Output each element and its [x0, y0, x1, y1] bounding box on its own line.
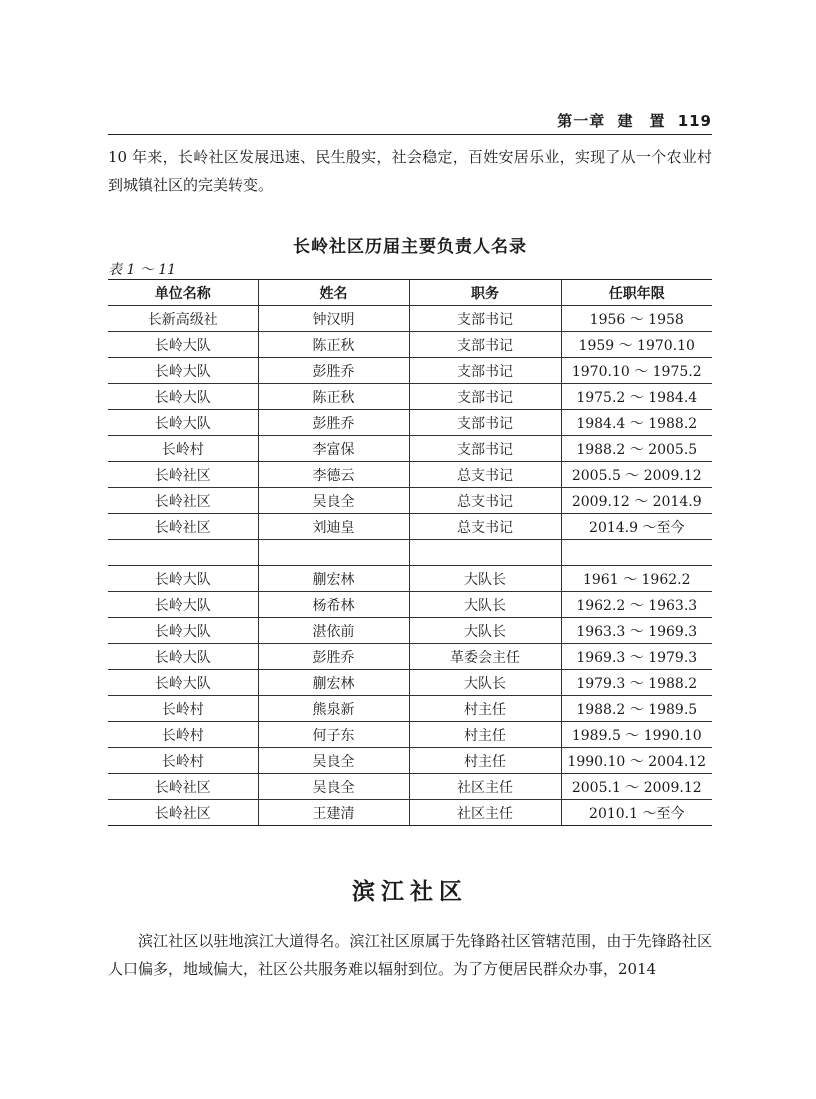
cell-unit: 长岭大队 [154, 389, 211, 406]
cell-name: 熊泉新 [258, 696, 409, 722]
cell-term: 1969.3 ～ 1979.3 [561, 644, 712, 670]
cell-term: 2014.9 ～至今 [561, 514, 712, 540]
table-row [108, 566, 712, 592]
cell-term: 1989.5 ～ 1990.10 [561, 722, 712, 748]
table-row [108, 618, 712, 644]
cell-position: 总支书记 [409, 488, 561, 514]
table-row [108, 748, 712, 774]
table-row [108, 410, 712, 436]
cell-unit: 长岭村 [161, 753, 204, 770]
cell-unit: 长岭村 [161, 441, 204, 458]
cell-term [561, 540, 712, 566]
table-row [108, 644, 712, 670]
cell-position: 村主任 [409, 748, 561, 774]
cell-name: 何子东 [258, 722, 409, 748]
cell-term: 2009.12 ～ 2014.9 [561, 488, 712, 514]
cell-unit: 长岭社区 [154, 519, 211, 536]
cell-term: 1975.2 ～ 1984.4 [561, 384, 712, 410]
table-body [108, 306, 712, 826]
cell-position: 大队长 [409, 566, 561, 592]
section-title: 滨江社区 [352, 879, 468, 905]
table-title: 长岭社区历届主要负责人名录 [293, 237, 527, 257]
header-section: 建 置 [617, 112, 666, 130]
cell-unit [108, 540, 258, 566]
cell-unit: 长岭大队 [154, 337, 211, 354]
intro-paragraph: 10 年来，长岭社区发展迅速、民生殷实，社会稳定，百姓安居乐业，实现了从一个农业村到城镇社区的完美转变。 [108, 148, 712, 194]
cell-position: 村主任 [409, 696, 561, 722]
cell-unit: 长岭大队 [154, 571, 211, 588]
table-row [108, 488, 712, 514]
cell-unit: 长岭社区 [154, 805, 211, 822]
cell-name: 蒯宏林 [258, 566, 409, 592]
table-row [108, 696, 712, 722]
cell-position: 支部书记 [409, 332, 561, 358]
table-number: 表 1 ～ 11 [108, 262, 177, 278]
header-unit: 单位名称 [154, 285, 211, 302]
leaders-table [108, 279, 712, 826]
header-name: 姓名 [258, 280, 409, 306]
cell-unit: 长岭大队 [154, 363, 211, 380]
cell-position: 大队长 [409, 670, 561, 696]
table-row [108, 774, 712, 800]
table-row [108, 384, 712, 410]
cell-term: 2010.1 ～至今 [561, 800, 712, 826]
cell-unit: 长岭村 [161, 727, 204, 744]
section-paragraph: 滨江社区以驻地滨江大道得名。滨江社区原属于先锋路社区管辖范围，由于先锋路社区人口偏多，地域偏大，社区公共服务难以辐射到位。为了方便居民群众办事，2014 [108, 932, 712, 978]
cell-name: 李富保 [258, 436, 409, 462]
cell-term: 1988.2 ～ 1989.5 [561, 696, 712, 722]
cell-name: 陈正秋 [258, 332, 409, 358]
cell-position: 社区主任 [409, 800, 561, 826]
cell-position: 总支书记 [409, 514, 561, 540]
cell-unit: 长岭大队 [154, 623, 211, 640]
table-row [108, 332, 712, 358]
cell-name: 陈正秋 [258, 384, 409, 410]
cell-position: 支部书记 [409, 306, 561, 332]
cell-position: 革委会主任 [409, 644, 561, 670]
cell-position [409, 540, 561, 566]
cell-unit: 长岭社区 [154, 493, 211, 510]
table-row [108, 358, 712, 384]
cell-position: 村主任 [409, 722, 561, 748]
cell-name: 湛依前 [258, 618, 409, 644]
cell-position: 支部书记 [409, 410, 561, 436]
cell-term: 1970.10 ～ 1975.2 [561, 358, 712, 384]
cell-term: 1979.3 ～ 1988.2 [561, 670, 712, 696]
cell-name: 吴良全 [258, 774, 409, 800]
cell-term: 1962.2 ～ 1963.3 [561, 592, 712, 618]
cell-position: 大队长 [409, 618, 561, 644]
header-term: 任职年限 [561, 280, 712, 306]
cell-position: 社区主任 [409, 774, 561, 800]
cell-term: 1990.10 ～ 2004.12 [561, 748, 712, 774]
cell-unit: 长岭社区 [154, 467, 211, 484]
table-row [108, 540, 712, 566]
cell-position: 大队长 [409, 592, 561, 618]
cell-term: 1956 ～ 1958 [561, 306, 712, 332]
cell-position: 支部书记 [409, 436, 561, 462]
cell-term: 1961 ～ 1962.2 [561, 566, 712, 592]
table-row [108, 514, 712, 540]
cell-term: 1959 ～ 1970.10 [561, 332, 712, 358]
table-row [108, 306, 712, 332]
header-chapter: 第一章 [557, 112, 606, 130]
cell-name: 彭胜乔 [258, 410, 409, 436]
table-row [108, 462, 712, 488]
cell-name: 王建清 [258, 800, 409, 826]
header-text [551, 110, 712, 131]
cell-name: 李德云 [258, 462, 409, 488]
table-row [108, 800, 712, 826]
cell-name: 蒯宏林 [258, 670, 409, 696]
cell-unit: 长岭社区 [154, 779, 211, 796]
table-row [108, 592, 712, 618]
cell-position: 总支书记 [409, 462, 561, 488]
cell-name [258, 540, 409, 566]
table-header-row [108, 280, 712, 306]
cell-position: 支部书记 [409, 384, 561, 410]
cell-term: 2005.5 ～ 2009.12 [561, 462, 712, 488]
header-position: 职务 [409, 280, 561, 306]
cell-unit: 长新高级社 [147, 311, 218, 328]
cell-unit: 长岭大队 [154, 415, 211, 432]
table-row [108, 436, 712, 462]
cell-unit: 长岭村 [161, 701, 204, 718]
cell-term: 1963.3 ～ 1969.3 [561, 618, 712, 644]
cell-name: 杨希林 [258, 592, 409, 618]
cell-name: 吴良全 [258, 748, 409, 774]
cell-name: 彭胜乔 [258, 358, 409, 384]
table-row [108, 722, 712, 748]
table-row [108, 670, 712, 696]
cell-term: 2005.1 ～ 2009.12 [561, 774, 712, 800]
cell-term: 1984.4 ～ 1988.2 [561, 410, 712, 436]
cell-term: 1988.2 ～ 2005.5 [561, 436, 712, 462]
cell-name: 钟汉明 [258, 306, 409, 332]
cell-unit: 长岭大队 [154, 597, 211, 614]
cell-name: 彭胜乔 [258, 644, 409, 670]
cell-name: 吴良全 [258, 488, 409, 514]
page-number: 119 [677, 112, 712, 130]
cell-position: 支部书记 [409, 358, 561, 384]
cell-unit: 长岭大队 [154, 649, 211, 666]
running-header [108, 110, 712, 135]
cell-name: 刘迪皇 [258, 514, 409, 540]
cell-unit: 长岭大队 [154, 675, 211, 692]
